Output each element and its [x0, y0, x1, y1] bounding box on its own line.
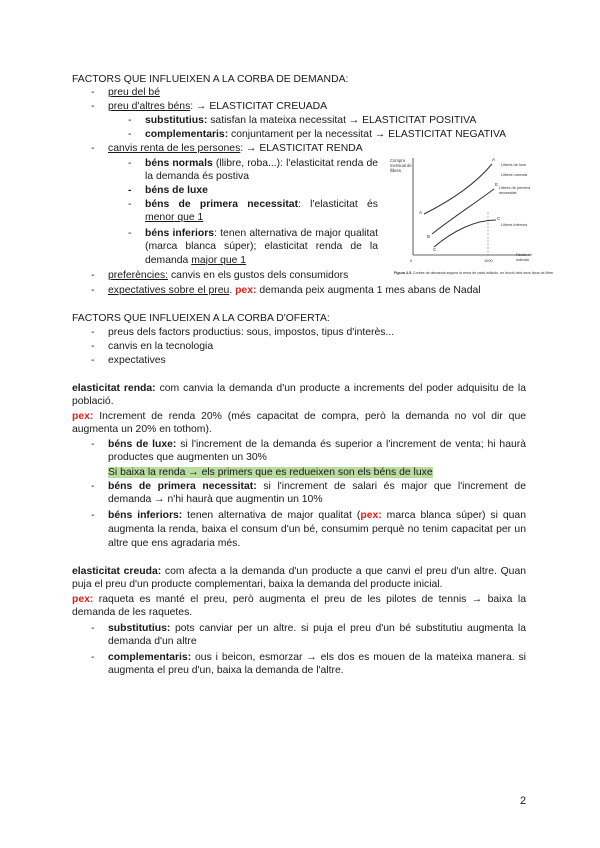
fig-point-b: B — [427, 234, 431, 239]
bullet-dash: - — [91, 623, 95, 634]
supply-item: canvis en la tecnologia — [108, 341, 214, 352]
bullet-dash: - — [128, 158, 132, 169]
fig-label-luxe: Llibres de luxe — [501, 162, 527, 167]
income-inferior-goods: béns inferiors: tenen alternativa de major qualitat (marca blanca súper); elasticitat renda de la demanda major que 1 — [145, 228, 378, 266]
cross-elasticity-definition: elasticitat creuda: com afecta a la demanda d'un producte a que canvi el preu d'un altre. Quan puja el preu d'un producte complementari, baixa la demanda del producte inicial. — [72, 566, 526, 591]
demand-sub-substitutius: substitutius: satisfan la mateixa necessitat → ELASTICITAT POSITIVA — [145, 115, 477, 126]
fig-point-c: C — [433, 247, 437, 252]
bullet-dash: - — [91, 341, 95, 352]
bullet-dash: - — [91, 87, 95, 98]
income-normal-goods: béns normals (llibre, roba...): l'elasticitat renda de la demanda és postiva — [145, 158, 378, 183]
demand-heading: FACTORS QUE INFLUEIXEN A LA CORBA DE DEMANDA: — [72, 74, 349, 85]
renda-necessity: béns de primera necessitat: si l'increment de salari és major que l'increment de demanda → n'hi haurà que augmentin un 10% — [108, 481, 526, 506]
demand-item-price: preu del bé — [108, 87, 160, 98]
bullet-dash: - — [91, 510, 95, 521]
fig-origin: 0 — [410, 258, 413, 263]
bullet-dash: - — [91, 270, 95, 281]
income-luxury-goods: béns de luxe — [145, 185, 208, 196]
bullet-dash: - — [91, 143, 95, 154]
fig-ylabel-2: mensual de — [390, 163, 412, 168]
demand-item-expectations: expectatives sobre el preu. pex: demanda peix augmenta 1 mes abans de Nadal — [108, 285, 481, 296]
bullet-dash: - — [91, 355, 95, 366]
bullet-dash: - — [128, 185, 132, 196]
fig-ylabel-3: llibres — [390, 168, 401, 173]
demand-item-other-goods: preu d'altres béns: → ELASTICITAT CREUADA — [108, 101, 328, 112]
bullet-dash: - — [91, 101, 95, 112]
fig-label-primera-2: necessitat — [499, 190, 517, 195]
fig-caption: Figura 4.5. Corbes de demanda segons la renta de cada individu, en funció dels seus tipus de llibre. — [394, 271, 555, 275]
fig-xlabel-1: Renta de — [516, 252, 532, 257]
renda-highlight: Si baixa la renda → els primers que es redueixen son els béns de luxe — [108, 467, 433, 478]
creuada-complements: complementaris: ous i beicon, esmorzar → els dos es mouen de la mateixa manera. si augmenta el preu d'un, baixa la demanda de l'altre. — [108, 652, 526, 677]
income-elasticity-definition: elasticitat renda: com canvia la demanda d'un producte a increments del poder adquisitu de la població. — [72, 383, 527, 408]
bullet-dash: - — [128, 129, 132, 140]
bullet-dash: - — [91, 285, 95, 296]
fig-point-a: A — [419, 210, 423, 215]
fig-ylabel-1: Compra — [390, 158, 405, 163]
income-elasticity-example: pex: Increment de renda 20% (més capacitat de compra, però la demanda no vol dir que augmenta un 20% en tothom). — [72, 411, 526, 436]
demand-item-preferences: preferències: canvis en els gustos dels consumidors — [108, 270, 349, 281]
fig-point-c2: C — [497, 216, 501, 221]
fig-label-inferiors: Llibres inferiors — [501, 222, 528, 227]
supply-item: preus dels factors productius: sous, impostos, tipus d'interès... — [108, 327, 395, 338]
bullet-dash: - — [91, 481, 95, 492]
bullet-dash: - — [91, 652, 95, 663]
fig-label-normals: Llibres normals — [501, 172, 528, 177]
bullet-dash: - — [91, 439, 95, 450]
demand-item-income: canvis renta de les persones: → ELASTICITAT RENDA — [108, 143, 363, 154]
fig-curve-luxe — [424, 164, 492, 214]
page-number: 2 — [520, 795, 527, 807]
fig-label-primera-1: Llibres de primera — [499, 185, 531, 190]
supply-item: expectatives — [108, 355, 166, 366]
fig-point-e: E — [495, 182, 499, 187]
renda-inferior: béns inferiors: tenen alternativa de major qualitat (pex: marca blanca súper) si quan augmenta la renda, baixa el consum d'un bé, consumim perquè no tenim capacitat per un altre que ens agradaria més. — [108, 510, 526, 549]
bullet-dash: - — [128, 228, 132, 239]
renda-luxury: béns de luxe: si l'increment de la demanda és superior a l'increment de venta; hi haurà productes que augmenten un 30% — [108, 439, 527, 464]
fig-point-a-top: A — [492, 157, 496, 162]
bullet-dash: - — [128, 199, 132, 210]
creuada-substitutes: substitutius: pots canviar per un altre. si puja el preu d'un bé substitutiu augmenta la demanda d'un altre — [108, 623, 526, 648]
demand-sub-complementaris: complementaris: conjuntament per la necessitat → ELASTICITAT NEGATIVA — [145, 129, 507, 140]
income-necessity-goods: béns de primera necessitat: l'elasticitat és menor que 1 — [145, 199, 378, 224]
bullet-dash: - — [128, 115, 132, 126]
fig-curve-primera — [432, 189, 494, 234]
bullet-dash: - — [91, 327, 95, 338]
fig-xlabel-2: individu — [516, 257, 530, 262]
fig-curve-inferiors — [434, 220, 496, 247]
income-demand-figure — [384, 152, 555, 278]
fig-tick-1000: 1000 — [484, 258, 493, 263]
cross-elasticity-example: pex: raqueta es manté el preu, però augmenta el preu de les pilotes de tennis → baixa la demanda de les raquetes. — [72, 594, 526, 619]
supply-heading: FACTORS QUE INFLUEIXEN A LA CORBA D'OFERTA: — [72, 313, 330, 324]
